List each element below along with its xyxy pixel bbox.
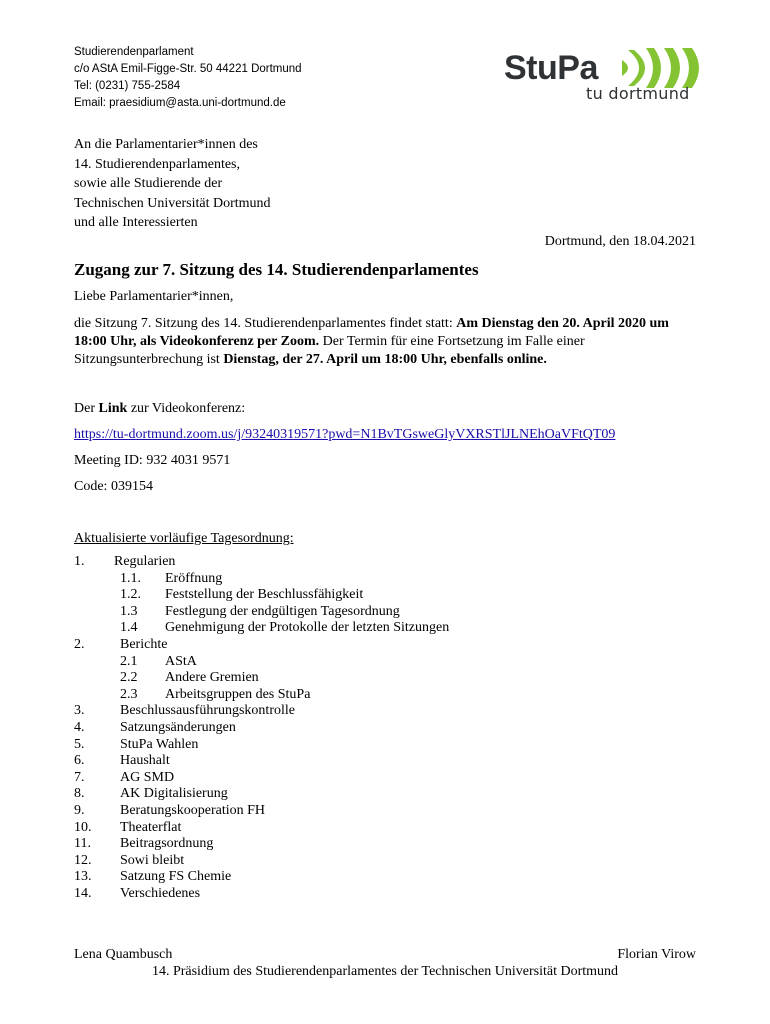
agenda-item-label: AG SMD: [120, 769, 175, 785]
agenda-subitem-number: 2.2: [120, 670, 138, 686]
agenda-subitem-label: Arbeitsgruppen des StuPa: [165, 686, 311, 702]
agenda-subitem-number: 2.1: [120, 653, 138, 669]
agenda-subitem-number: 1.4: [120, 620, 138, 636]
agenda-item-number: 5.: [74, 736, 85, 752]
agenda-item-label: Verschiedenes: [120, 885, 201, 901]
recipient-line: Technischen Universität Dortmund: [74, 195, 271, 211]
recipient-block: [74, 135, 271, 233]
agenda-item-label: StuPa Wahlen: [120, 736, 199, 752]
agenda-subitem-label: Festlegung der endgültigen Tagesordnung: [165, 603, 400, 619]
agenda-subitem-label: Eröffnung: [165, 570, 223, 586]
link-intro-text: Der: [74, 401, 99, 416]
agenda-item-number: 3.: [74, 703, 85, 719]
agenda-item-label: Theaterflat: [120, 819, 182, 835]
footer-presidium: 14. Präsidium des Studierendenparlamentes der Technischen Universität Dortmund: [151, 964, 619, 979]
agenda-item-number: 10.: [74, 819, 92, 835]
agenda-subitem-label: Genehmigung der Protokolle der letzten Sitzungen: [165, 620, 450, 636]
agenda-item-number: 2.: [74, 636, 85, 652]
stupa-logo: [500, 44, 710, 106]
agenda-item-number: 13.: [74, 869, 92, 885]
agenda-item-number: 4.: [74, 719, 85, 735]
agenda-item-label: Beitragsordnung: [120, 836, 214, 852]
agenda-subitem-number: 1.3: [120, 603, 138, 619]
agenda-item-label: Satzung FS Chemie: [120, 869, 232, 885]
body-date-bold: Am Dienstag den 20. April 2020 um 18:00 Uhr, als Videokonferenz per Zoom.: [74, 316, 669, 349]
signature-right: Florian Virow: [617, 947, 696, 962]
agenda-item-number: 7.: [74, 769, 85, 785]
recipient-line: sowie alle Studierende der: [74, 176, 223, 191]
agenda-item-number: 11.: [74, 836, 91, 852]
letter-title: Zugang zur 7. Sitzung des 14. Studierendenparlamentes: [74, 260, 479, 279]
recipient-line: und alle Interessierten: [74, 215, 198, 230]
agenda-item-number: 12.: [74, 852, 92, 868]
sender-email: Email: praesidium@asta.uni-dortmund.de: [74, 97, 286, 109]
agenda-subitem-label: Andere Gremien: [165, 670, 259, 686]
recipient-line: An die Parlamentarier*innen des: [74, 137, 258, 152]
zoom-link[interactable]: https://tu-dortmund.zoom.us/j/93240319571?pwd=N1BvTGsweGlyVXRSTlJLNEhOaVFtQT09: [74, 427, 616, 442]
recipient-line: 14. Studierendenparlamentes,: [74, 156, 241, 172]
greeting: Liebe Parlamentarier*innen,: [74, 289, 234, 304]
body-text: die Sitzung 7. Sitzung des 14. Studierendenparlamentes findet statt:: [74, 316, 457, 331]
body-paragraph: [74, 315, 699, 369]
sender-org: Studierendenparlament: [74, 46, 194, 58]
body-text: Der Termin für eine Fortsetzung im Falle einer Sitzungsunterbrechung ist: [74, 334, 585, 367]
agenda-item-label: AK Digitalisierung: [120, 786, 228, 802]
agenda-item-number: 14.: [74, 885, 92, 901]
agenda-item-label: Beschlussausführungskontrolle: [120, 703, 295, 719]
agenda-subitem-label: AStA: [165, 653, 197, 669]
agenda-item-number: 8.: [74, 786, 85, 802]
body-continuation-bold: Dienstag, der 27. April um 18:00 Uhr, ebenfalls online.: [223, 352, 547, 367]
agenda-subitem-label: Feststellung der Beschlussfähigkeit: [165, 587, 364, 603]
logo-subtitle: tu dortmund: [586, 84, 690, 103]
signature-left: Lena Quambusch: [74, 947, 173, 962]
meeting-id: Meeting ID: 932 4031 9571: [74, 453, 231, 468]
agenda-item-number: 1.: [74, 554, 85, 569]
agenda-item-number: 6.: [74, 753, 85, 769]
link-intro-text: zur Videokonferenz:: [127, 401, 246, 416]
agenda-item-label: Haushalt: [120, 753, 170, 769]
agenda-item-label: Sowi bleibt: [120, 852, 185, 868]
agenda-item-label: Berichte: [120, 636, 168, 652]
agenda-item-label: Regularien: [114, 554, 176, 569]
letter-date: Dortmund, den 18.04.2021: [544, 234, 696, 249]
agenda-subitem-number: 1.1.: [120, 570, 141, 586]
agenda-item-number: 9.: [74, 802, 85, 818]
link-intro: [74, 401, 245, 417]
logo-wordmark: StuPa: [504, 49, 598, 87]
sender-street: c/o AStA Emil-Figge-Str. 50 44221 Dortmund: [74, 63, 302, 75]
sender-phone: Tel: (0231) 755-2584: [74, 80, 181, 92]
agenda-item-label: Satzungsänderungen: [120, 719, 236, 735]
agenda-subitem-number: 1.2.: [120, 587, 141, 603]
sender-address: [74, 44, 302, 112]
agenda-title: Aktualisierte vorläufige Tagesordnung:: [74, 531, 294, 546]
agenda-subitem-number: 2.3: [120, 686, 138, 702]
meeting-code: Code: 039154: [74, 479, 153, 494]
agenda-item-label: Beratungskooperation FH: [120, 802, 266, 818]
link-intro-bold: Link: [98, 401, 128, 416]
